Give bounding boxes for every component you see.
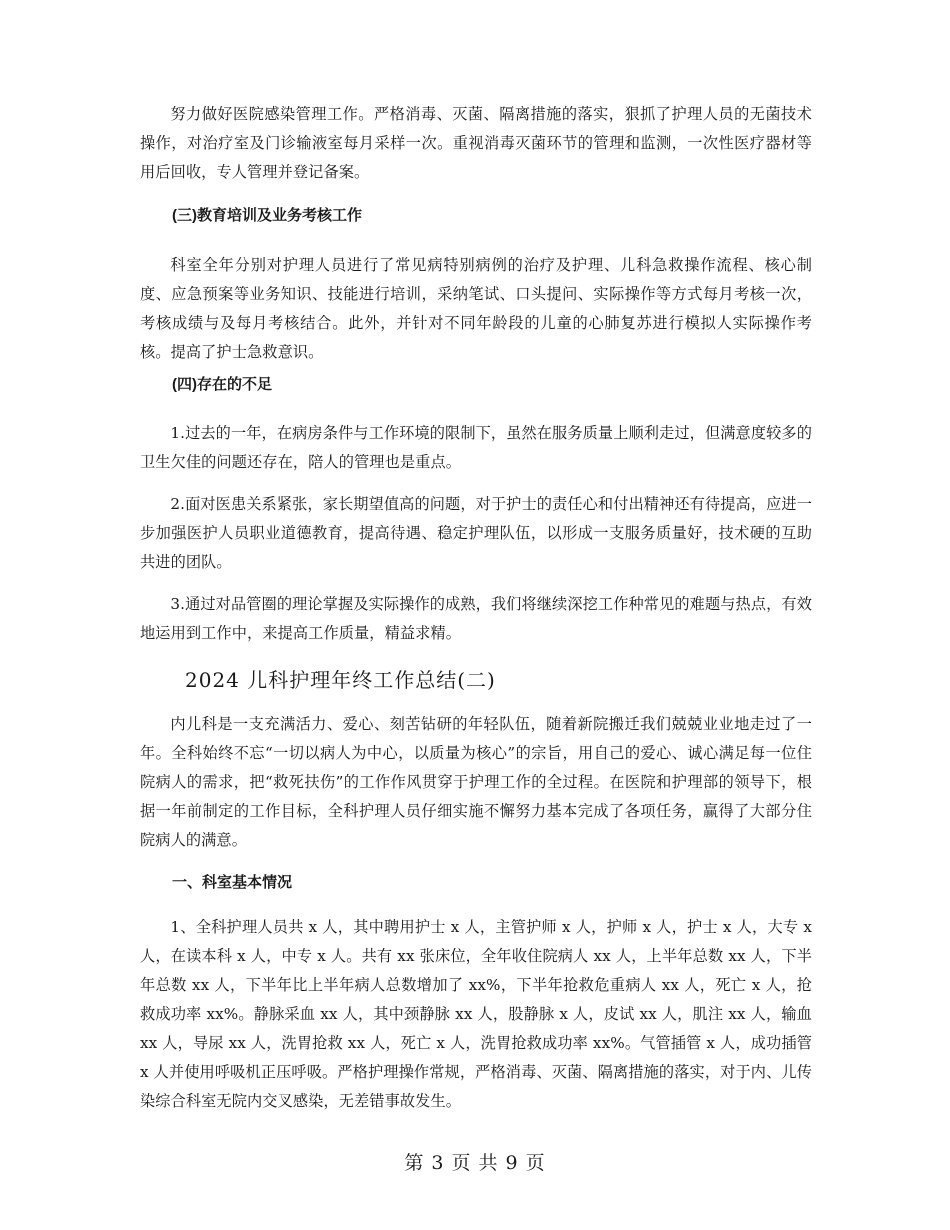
heading-shortcomings: (四)存在的不足 bbox=[172, 376, 272, 393]
page-number: 第 3 页 共 9 页 bbox=[404, 1152, 546, 1174]
heading-education-training: (三)教育培训及业务考核工作 bbox=[172, 207, 362, 224]
paragraph-staff-statistics: 1、全科护理人员共 x 人，其中聘用护士 x 人，主管护师 x 人，护师 x 人，护士 x 人，大专 x 人，在读本科 x 人，中专 x 人。共有 xx 张床位，全年收住院病人 xx 人，上半年总数 xx 人，下半年总数 xx 人，下半年比上半年病人总数增加了 xx%，下半年抢救危重病人 xx 人，死亡 x 人，抢救成功率 xx%。静脉采血 xx 人，其中颈静脉 xx 人，股静脉 x 人，皮试 xx 人，肌注 xx 人，输血 xx 人，导尿 xx 人，洗胃抢救 xx 人，死亡 x 人，洗胃抢救成功率 xx%。气管插管 x 人，成功插管 x 人并使用呼吸机正压呼吸。严格护理操作常规，严格消毒、灭菌、隔离措施的落实，对于内、儿传染综合科室无院内交叉感染，无差错事故发生。 bbox=[140, 918, 812, 1110]
paragraph-department-intro: 内儿科是一支充满活力、爱心、刻苦钻研的年轻队伍，随着新院搬迁我们兢兢业业地走过了一年。全科始终不忘“一切以病人为中心，以质量为核心”的宗旨，用自己的爱心、诚心满足每一位住院病人的需求，把“救死扶伤”的工作作风贯穿于护理工作的全过程。在医院和护理部的领导下，根据一年前制定的工作目标，全科护理人员仔细实施不懈努力基本完成了各项任务，赢得了大部分住院病人的满意。 bbox=[140, 715, 812, 849]
paragraph-shortcoming-2: 2.面对医患关系紧张，家长期望值高的问题，对于护士的责任心和付出精神还有待提高，应进一步加强医护人员职业道德教育，提高待遇、稳定护理队伍，以形成一支服务质量好，技术硬的互助共进的团队。 bbox=[140, 495, 812, 571]
paragraph-shortcoming-1: 1.过去的一年，在病房条件与工作环境的限制下，虽然在服务质量上顺利走过，但满意度较多的卫生欠佳的问题还存在，陪人的管理也是重点。 bbox=[140, 424, 812, 471]
heading-basic-situation: 一、科室基本情况 bbox=[172, 874, 293, 891]
paragraph-training-details: 科室全年分别对护理人员进行了常见病特别病例的治疗及护理、儿科急救操作流程、核心制度、应急预案等业务知识、技能进行培训，采纳笔试、口头提问、实际操作等方式每月考核一次，考核成绩与及每月考核结合。此外，并针对不同年龄段的儿童的心肺复苏进行模拟人实际操作考核。提高了护士急救意识。 bbox=[140, 256, 812, 361]
section-title: 2024 儿科护理年终工作总结(二) bbox=[185, 668, 496, 692]
paragraph-shortcoming-3: 3.通过对品管圈的理论掌握及实际操作的成熟，我们将继续深挖工作种常见的难题与热点，有效地运用到工作中，来提高工作质量，精益求精。 bbox=[140, 595, 812, 642]
paragraph-infection-control: 努力做好医院感染管理工作。严格消毒、灭菌、隔离措施的落实，狠抓了护理人员的无菌技术操作，对治疗室及门诊输液室每月采样一次。重视消毒灭菌环节的管理和监测，一次性医疗器材等用后回收，专人管理并登记备案。 bbox=[140, 105, 812, 181]
